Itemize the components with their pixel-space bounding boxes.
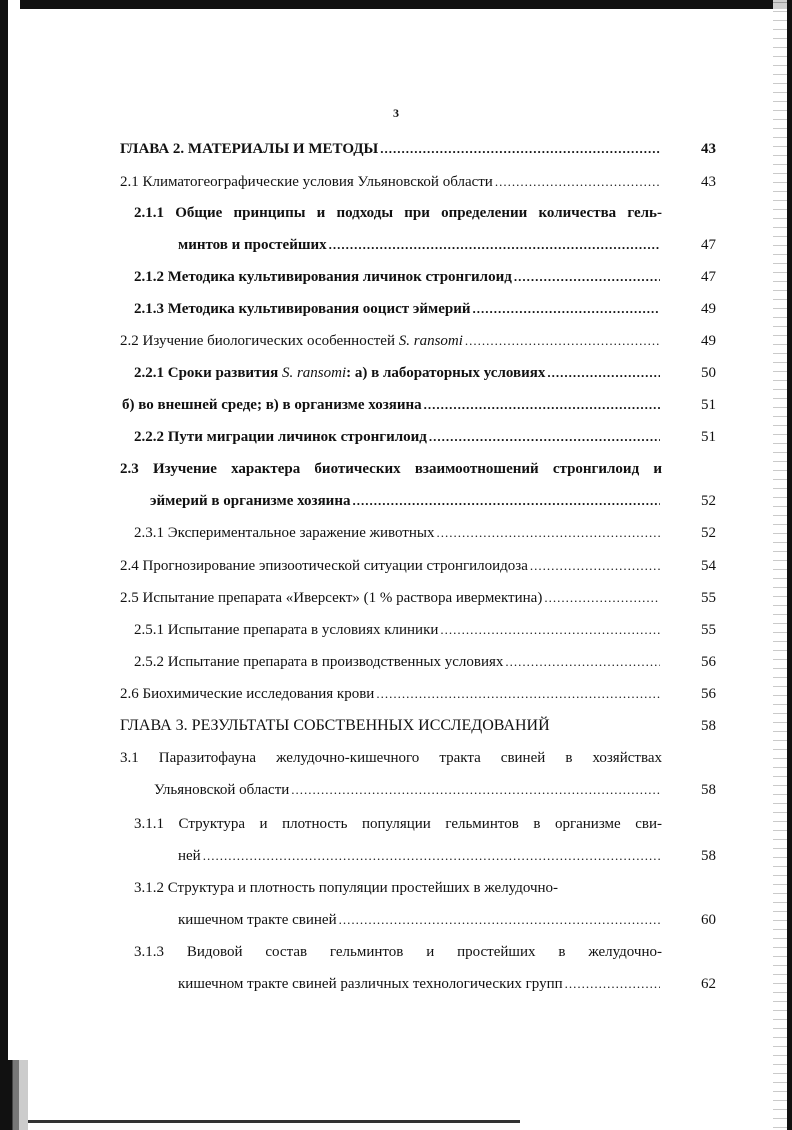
toc-page-number: 49 (701, 333, 716, 349)
toc-entry-2-1-1-cont: минтов и простейших ..... (178, 230, 660, 260)
toc-entry-2-3: 2.3 Изучение характера биотических взаимоотношений стронгилоид и (120, 461, 662, 477)
toc-page-number: 49 (701, 301, 716, 317)
toc-page-number: 54 (701, 558, 716, 574)
toc-page-number: 47 (701, 269, 716, 285)
toc-entry-3-1-2: 3.1.2 Структура и плотность популяции простейших в желудочно- (134, 880, 559, 896)
toc-page-number: 60 (701, 912, 716, 928)
toc-page-number: 52 (701, 525, 716, 541)
toc-entry-2-5: 2.5 Испытание препарата «Иверсект» (1 % раствора ивермектина) ..... (120, 583, 660, 613)
scan-edge-right-noise (773, 0, 787, 1130)
toc-page-number: 43 (701, 174, 716, 190)
toc-chapter-2: ГЛАВА 2. МАТЕРИАЛЫ И МЕТОДЫ ..... (120, 134, 660, 164)
toc-entry-2-4: 2.4 Прогнозирование эпизоотической ситуации стронгилоидоза ..... (120, 551, 660, 581)
toc-entry-2-1-3: 2.1.3 Методика культивирования ооцист эймерий ..... (134, 294, 660, 324)
toc-entry-2-1-2: 2.1.2 Методика культивирования личинок стронгилоид ..... (134, 262, 660, 292)
toc-entry-3-1-1: 3.1.1 Структура и плотность популяции гельминтов в организме сви- (134, 816, 662, 832)
toc-page-number: 51 (701, 429, 716, 445)
toc-entry-3-1: 3.1 Паразитофауна желудочно-кишечного тракта свиней в хозяйствах (120, 750, 662, 766)
page-number: 3 (393, 106, 399, 120)
toc-page-number: 55 (701, 590, 716, 606)
toc-entry-2-1-1: 2.1.1 Общие принципы и подходы при определении количества гель- (134, 205, 662, 221)
toc-page-number: 58 (701, 718, 716, 734)
toc-entry-2-2-1: 2.2.1 Сроки развития S. ransomi: а) в лабораторных условиях ..... (134, 358, 660, 388)
toc-entry-3-1-2-cont: кишечном тракте свиней ..... (178, 905, 660, 935)
toc-entry-2-5-2: 2.5.2 Испытание препарата в производственных условиях ..... (134, 647, 660, 677)
toc-page-number: 43 (701, 141, 716, 157)
scan-edge-left (0, 0, 8, 1130)
scan-edge-right (787, 0, 792, 1130)
toc-entry-3-1-cont: Ульяновской области ..... (154, 775, 660, 805)
toc-entry-2-2-1-cont: б) во внешней среде; в) в организме хозяина ..... (122, 390, 660, 420)
toc-page-number: 58 (701, 782, 716, 798)
scan-edge-top (20, 0, 792, 9)
toc-entry-3-1-1-cont: ней ..... (178, 841, 660, 871)
toc-page-number: 51 (701, 397, 716, 413)
toc-entry-2-3-1: 2.3.1 Экспериментальное заражение животных ..... (134, 518, 660, 548)
toc-page-number: 56 (701, 654, 716, 670)
scan-corner-artifact (6, 1060, 28, 1130)
toc-entry-3-1-3-cont: кишечном тракте свиней различных технологических групп ..... (178, 969, 660, 999)
toc-entry-3-1-3: 3.1.3 Видовой состав гельминтов и простейших в желудочно- (134, 944, 662, 960)
toc-page-number: 56 (701, 686, 716, 702)
toc-entry-2-2-2: 2.2.2 Пути миграции личинок стронгилоид ..... (134, 422, 660, 452)
toc-entry-2-3-cont: эймерий в организме хозяина ..... (150, 486, 660, 516)
toc-page-number: 55 (701, 622, 716, 638)
scan-edge-bottom (20, 1120, 520, 1123)
toc-page-number: 58 (701, 848, 716, 864)
toc-entry-2-5-1: 2.5.1 Испытание препарата в условиях клиники ..... (134, 615, 660, 645)
toc-entry-2-6: 2.6 Биохимические исследования крови ..... (120, 679, 660, 709)
toc-page-number: 50 (701, 365, 716, 381)
toc-page-number: 52 (701, 493, 716, 509)
toc-entry-2-2: 2.2 Изучение биологических особенностей S. ransomi ..... (120, 326, 660, 356)
toc-entry-2-1: 2.1 Климатогеографические условия Ульяновской области ..... (120, 167, 660, 197)
toc-chapter-3: ГЛАВА 3. РЕЗУЛЬТАТЫ СОБСТВЕННЫХ ИССЛЕДОВАНИЙ (120, 717, 550, 734)
toc-page-number: 47 (701, 237, 716, 253)
toc-page-number: 62 (701, 976, 716, 992)
